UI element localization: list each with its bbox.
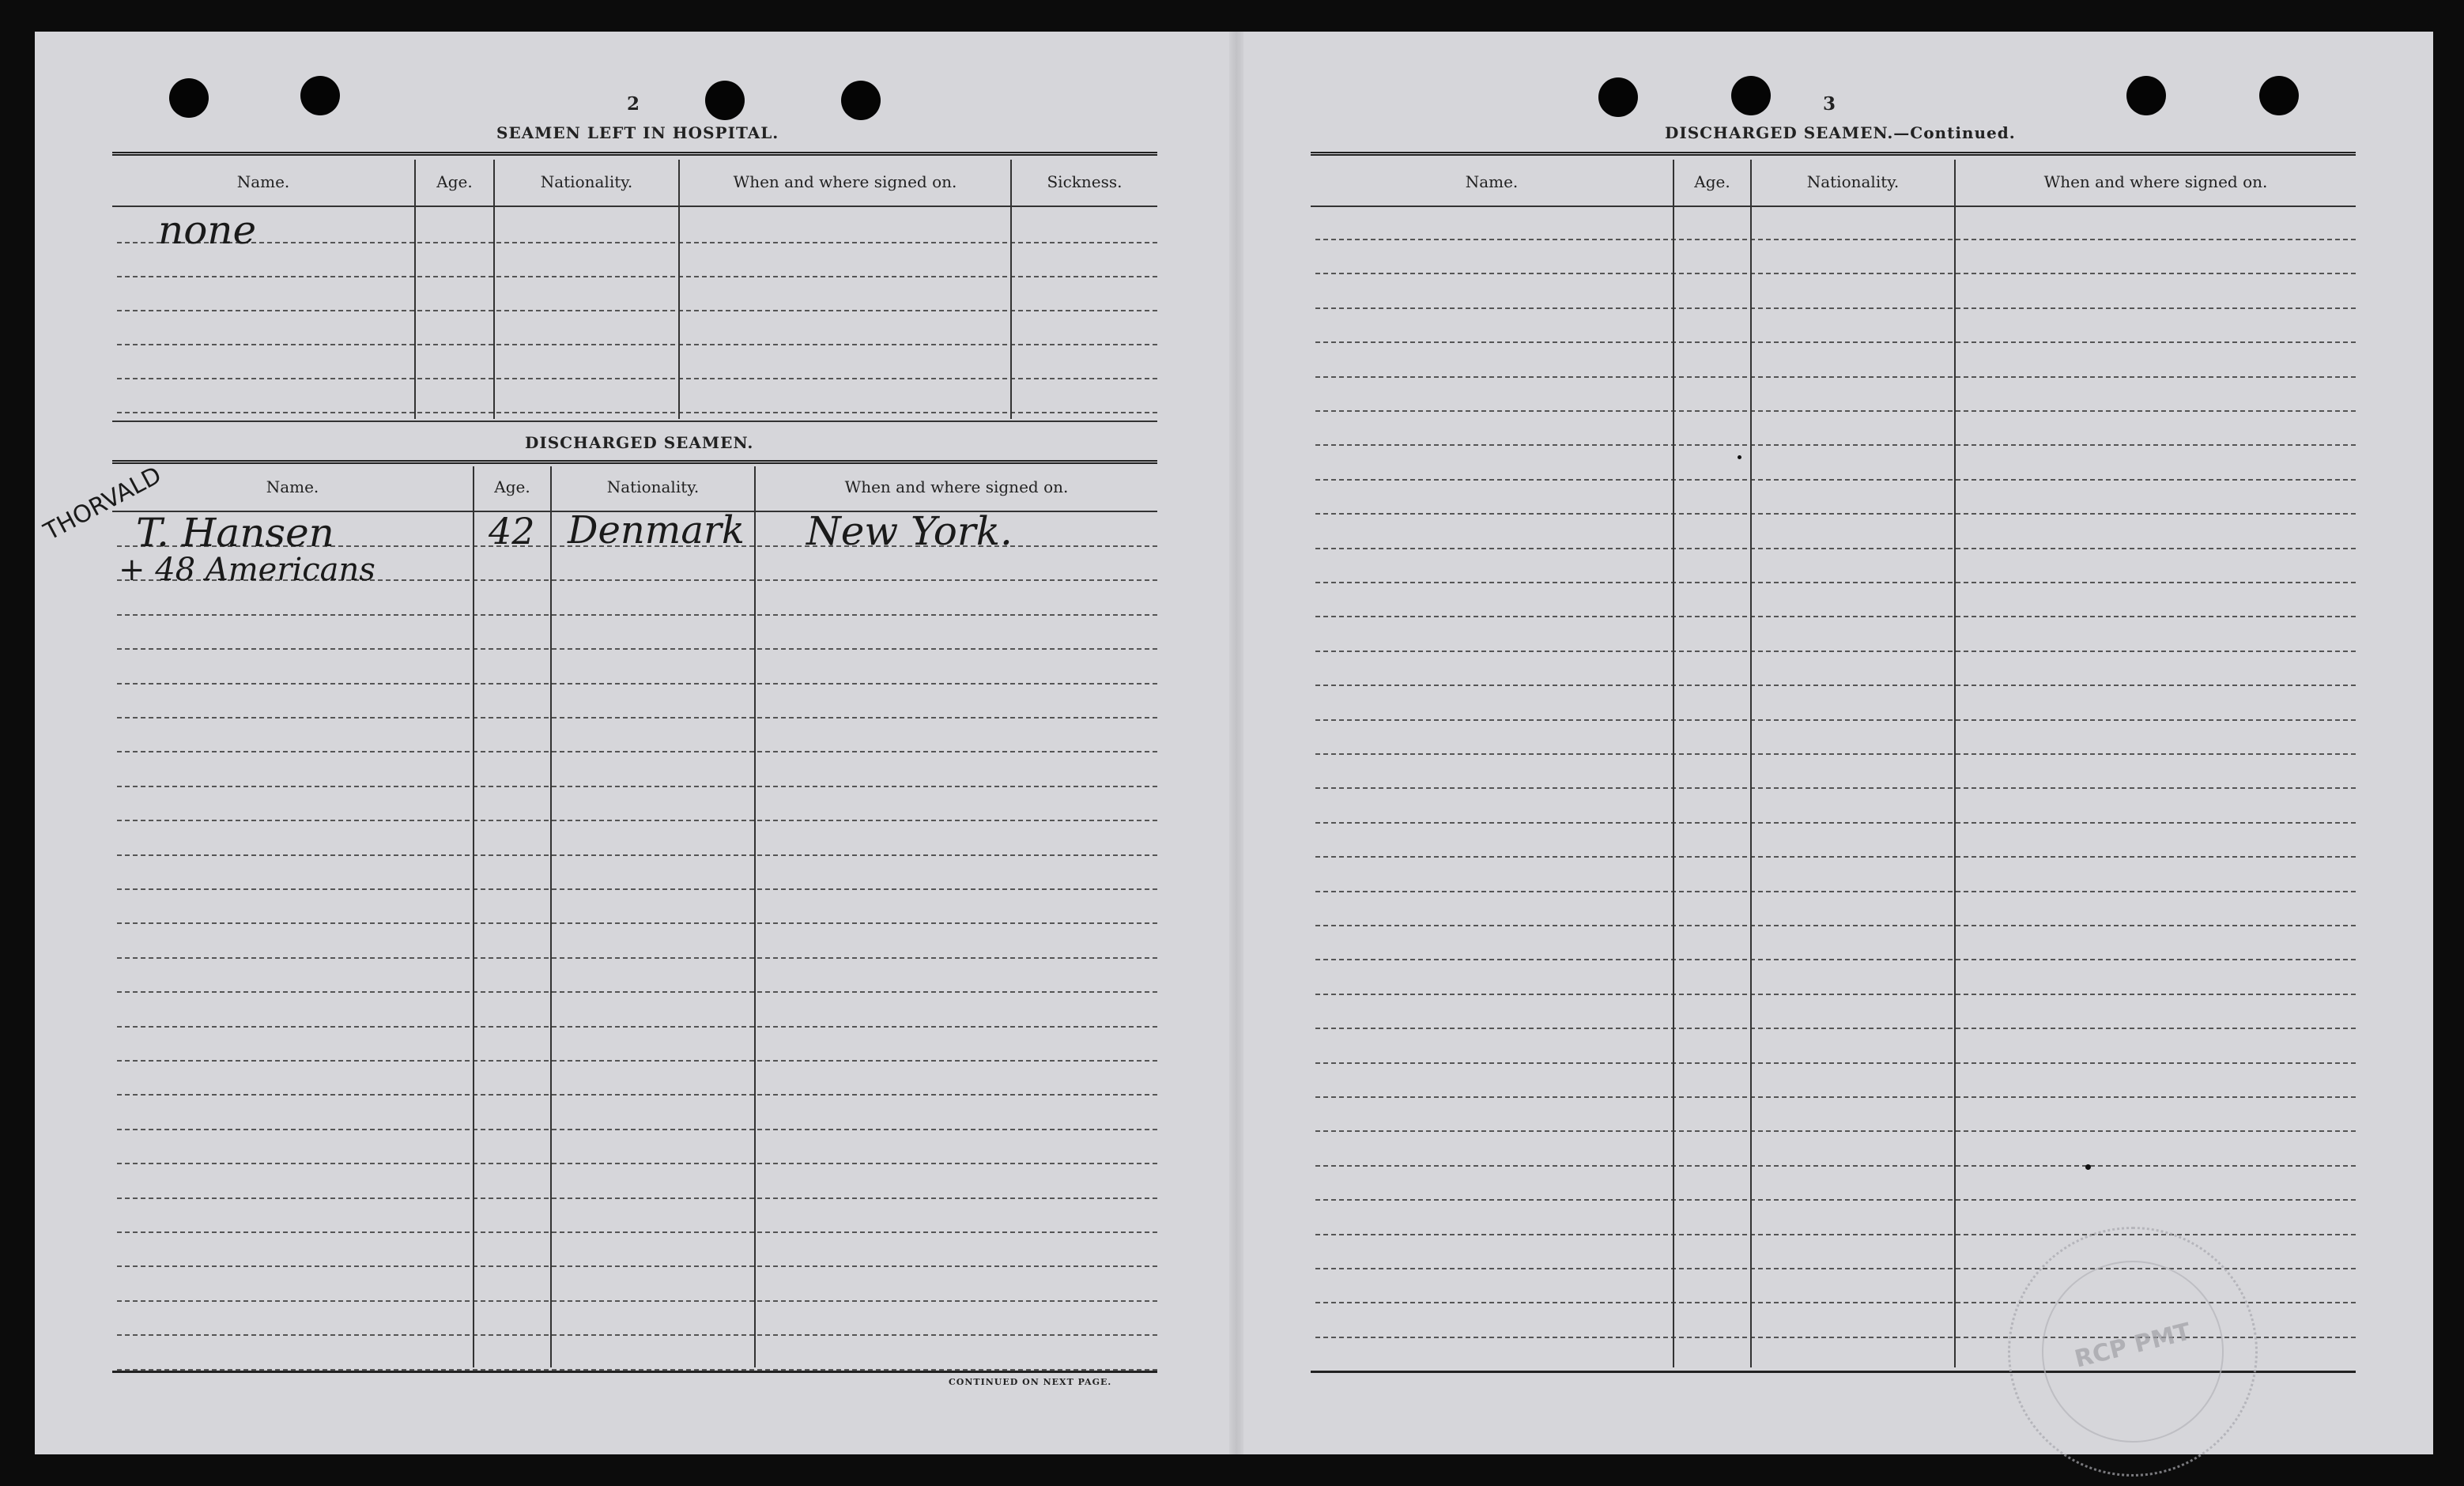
continued-footer: CONTINUED ON NEXT PAGE. [949, 1377, 1112, 1387]
ruled-line [1315, 616, 2356, 617]
right-section-title: DISCHARGED SEAMEN.—Continued. [1665, 123, 2016, 142]
ruled-line [1315, 479, 2356, 481]
right-header-rule [1311, 206, 2356, 207]
annotation-thorvald: THORVALD [40, 461, 167, 546]
right-top-rule [1311, 152, 2356, 156]
hospital-divider-4 [1010, 160, 1012, 419]
discharged-divider-1 [473, 466, 474, 1367]
right-col-name: Name. [1465, 172, 1519, 191]
ink-speck [1738, 455, 1741, 459]
hospital-col-name: Name. [236, 172, 290, 191]
ruled-line [117, 378, 1157, 379]
ruled-line [117, 922, 1157, 924]
ruled-line [117, 1129, 1157, 1130]
stamp-text: RCP PMT [2072, 1318, 2194, 1374]
right-col-signed-on: When and where signed on. [2043, 172, 2268, 191]
page-number-left: 2 [627, 93, 640, 115]
ruled-line [117, 648, 1157, 650]
ruled-line [1315, 582, 2356, 583]
page-number-right: 3 [1823, 93, 1836, 115]
ruled-line [1315, 1028, 2356, 1029]
discharged-divider-2 [550, 466, 552, 1367]
ruled-line [117, 344, 1157, 345]
hospital-header-rule [112, 206, 1157, 207]
discharged-row1-age: 42 [489, 510, 535, 553]
hospital-top-rule [112, 152, 1157, 156]
ruled-line [117, 957, 1157, 959]
hospital-bottom-rule [112, 421, 1157, 422]
ruled-line [1315, 787, 2356, 789]
receipt-stamp [2008, 1227, 2258, 1477]
ruled-line [1315, 376, 2356, 378]
ruled-line [1315, 341, 2356, 343]
ruled-line [117, 614, 1157, 616]
ruled-line [1315, 959, 2356, 960]
ruled-line [1315, 651, 2356, 652]
ruled-line [117, 1197, 1157, 1199]
discharged-row2-name: + 48 Americans [119, 552, 375, 588]
ruled-line [1315, 685, 2356, 686]
discharged-section-title: DISCHARGED SEAMEN. [525, 433, 754, 452]
ruled-line [1315, 239, 2356, 240]
discharged-divider-3 [754, 466, 756, 1367]
ruled-line [1315, 444, 2356, 446]
ruled-line [117, 751, 1157, 752]
ruled-line [1315, 891, 2356, 892]
discharged-row1-signed-on: New York. [806, 508, 1013, 554]
punch-hole-2 [300, 76, 340, 115]
ruled-line [1315, 548, 2356, 549]
hospital-entry-none: none [158, 207, 257, 253]
ruled-line [1315, 753, 2356, 755]
ruled-line [1315, 994, 2356, 995]
discharged-row1-name: T. Hansen [136, 510, 334, 556]
discharged-bottom-rule [112, 1371, 1157, 1373]
ruled-line [117, 1334, 1157, 1336]
ruled-line [117, 1300, 1157, 1302]
hospital-divider-1 [414, 160, 416, 419]
right-divider-1 [1673, 160, 1674, 1367]
ruled-line [117, 683, 1157, 685]
ruled-line [1315, 1096, 2356, 1098]
discharged-row1-nationality: Denmark [568, 508, 745, 553]
ruled-line [117, 991, 1157, 993]
ruled-line [117, 717, 1157, 718]
ruled-line [1315, 513, 2356, 515]
right-divider-2 [1750, 160, 1752, 1367]
ruled-line [117, 854, 1157, 856]
hospital-divider-3 [678, 160, 680, 419]
ruled-line [1315, 856, 2356, 858]
punch-hole-5 [1598, 77, 1638, 117]
ruled-line [117, 1265, 1157, 1267]
ruled-line [117, 276, 1157, 277]
ink-speck [2085, 1164, 2091, 1170]
hospital-col-sickness: Sickness. [1047, 172, 1123, 191]
discharged-col-signed-on: When and where signed on. [844, 477, 1069, 496]
ruled-line [1315, 307, 2356, 309]
ruled-line [117, 1026, 1157, 1028]
ruled-line [1315, 1199, 2356, 1201]
ruled-line [1315, 410, 2356, 412]
right-divider-3 [1954, 160, 1956, 1367]
ruled-line [117, 1231, 1157, 1233]
ruled-line [1315, 1234, 2356, 1235]
ruled-line [117, 820, 1157, 821]
ruled-line [1315, 822, 2356, 824]
ruled-line [117, 888, 1157, 890]
ruled-line [117, 1163, 1157, 1164]
punch-hole-1 [169, 78, 209, 118]
ruled-line [1315, 719, 2356, 721]
punch-hole-6 [1731, 76, 1771, 115]
ruled-line [1315, 1130, 2356, 1132]
ruled-line [1315, 273, 2356, 274]
discharged-col-age: Age. [494, 477, 530, 496]
ruled-line [1315, 1062, 2356, 1064]
hospital-col-nationality: Nationality. [540, 172, 633, 191]
ruled-line [1315, 925, 2356, 926]
ruled-line [117, 310, 1157, 311]
right-col-nationality: Nationality. [1806, 172, 1900, 191]
ruled-line [117, 242, 1157, 243]
punch-hole-3 [705, 81, 745, 120]
ruled-line [1315, 1165, 2356, 1167]
discharged-col-nationality: Nationality. [606, 477, 700, 496]
hospital-divider-2 [493, 160, 495, 419]
right-col-age: Age. [1694, 172, 1730, 191]
punch-hole-8 [2259, 76, 2299, 115]
ruled-line [117, 1060, 1157, 1062]
ruled-line [117, 412, 1157, 413]
hospital-col-age: Age. [436, 172, 473, 191]
discharged-col-name: Name. [266, 477, 319, 496]
hospital-col-signed-on: When and where signed on. [733, 172, 957, 191]
page-gutter [1229, 32, 1243, 1454]
punch-hole-7 [2126, 76, 2166, 115]
punch-hole-4 [841, 81, 881, 120]
ruled-line [117, 1094, 1157, 1096]
ruled-line [117, 786, 1157, 787]
discharged-top-rule [112, 460, 1157, 464]
hospital-section-title: SEAMEN LEFT IN HOSPITAL. [496, 123, 779, 142]
